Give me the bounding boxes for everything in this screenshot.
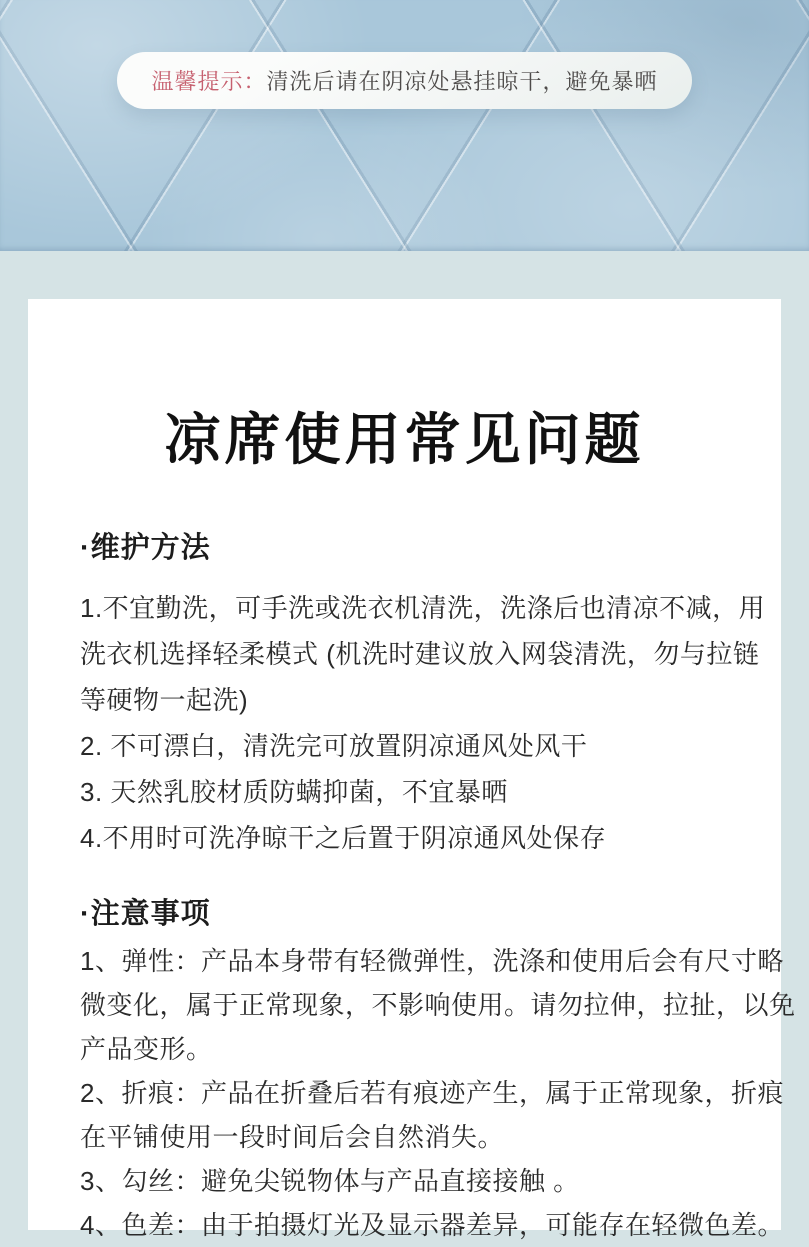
tip-banner-text: 清洗后请在阴凉处悬挂晾干，避免暴晒	[266, 69, 658, 94]
body-line: 2. 不可漂白，清洗完可放置阴凉通风处风干	[80, 731, 588, 761]
page-title: 凉席使用常见问题	[164, 408, 645, 471]
hero-fabric-image	[0, 0, 809, 251]
tip-banner	[117, 52, 692, 109]
section-heading-notes: ·注意事项	[80, 898, 211, 930]
notes-lines	[80, 939, 796, 1247]
content-card	[28, 299, 796, 1240]
section-heading-maintenance: ·维护方法	[80, 532, 211, 564]
body-line: 1、弹性：产品本身带有轻微弹性，洗涤和使用后会有尺寸略	[80, 946, 784, 976]
body-line: 产品变形。	[80, 1034, 213, 1064]
body-line: 3. 天然乳胶材质防螨抑菌，不宜暴晒	[80, 777, 508, 807]
body-line: 在平铺使用一段时间后会自然消失。	[80, 1122, 505, 1152]
body-line: 2、折痕：产品在折叠后若有痕迹产生，属于正常现象，折痕	[80, 1078, 784, 1108]
body-line: 1.不宜勤洗，可手洗或洗衣机清洗，洗涤后也清凉不减，用	[80, 593, 766, 623]
body-line: 3、勾丝：避免尖锐物体与产品直接接触 。	[80, 1166, 580, 1196]
body-line: 等硬物一起洗)	[80, 685, 249, 715]
body-line: 微变化，属于正常现象，不影响使用。请勿拉伸，拉扯，以免	[80, 990, 796, 1020]
tip-banner-label: 温馨提示：	[151, 69, 267, 94]
body-line: 洗衣机选择轻柔模式 (机洗时建议放入网袋清洗，勿与拉链	[80, 639, 760, 669]
maintenance-lines	[80, 585, 766, 861]
body-line: 4.不用时可洗净晾干之后置于阴凉通风处保存	[80, 823, 607, 853]
body-line-partial: 4、色差：由于拍摄灯光及显示器差异，可能存在轻微色差。	[80, 1210, 784, 1240]
